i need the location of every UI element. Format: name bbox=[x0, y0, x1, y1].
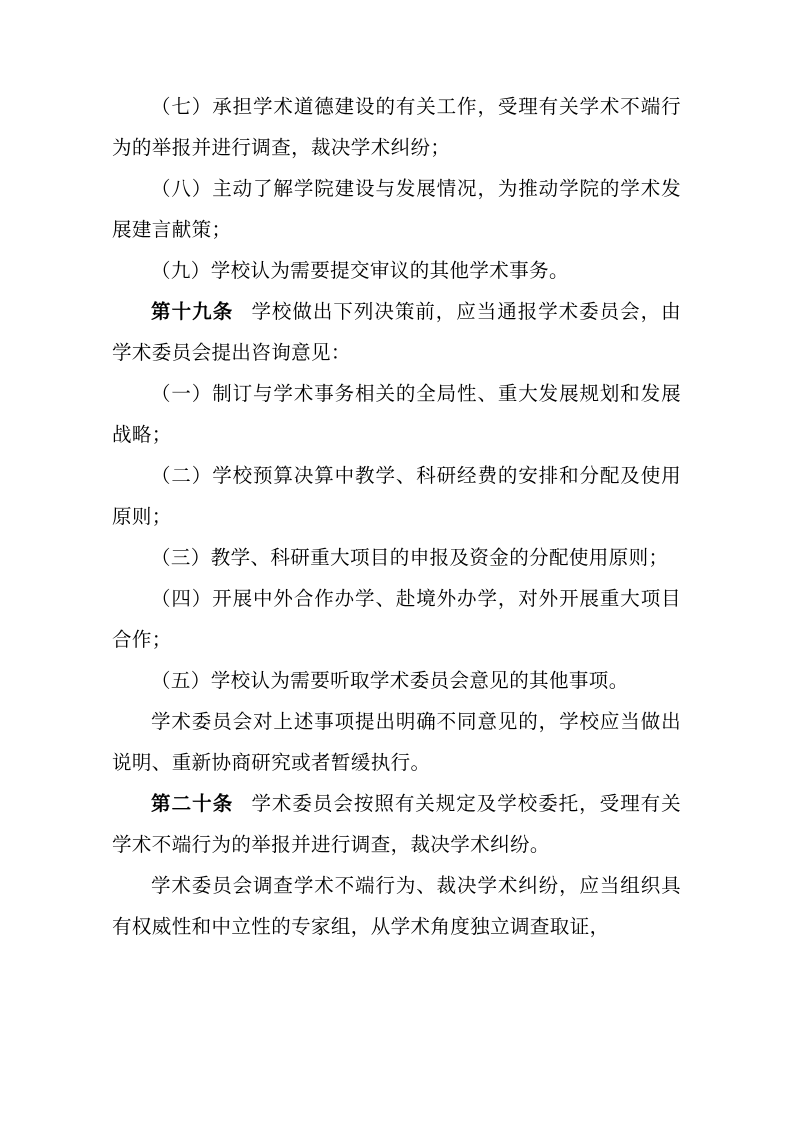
list-item: （三）教学、科研重大项目的申报及资金的分配使用原则； bbox=[151, 546, 669, 569]
article-label: 第十九条 bbox=[151, 300, 234, 323]
article-text: 学术委员会按照有关规定及学校委托，受理有关学术不端行为的举报并进行调查，裁决学术纠纷。 bbox=[112, 792, 681, 856]
list-item: （一）制订与学术事务相关的全局性、重大发展规划和发展战略； bbox=[112, 382, 681, 446]
document-body bbox=[112, 86, 681, 947]
list-item: （七）承担学术道德建设的有关工作，受理有关学术不端行为的举报并进行调查，裁决学术纠纷； bbox=[112, 95, 681, 159]
list-item: （五）学校认为需要听取学术委员会意见的其他事项。 bbox=[151, 669, 629, 692]
list-item: （四）开展中外合作办学、赴境外办学，对外开展重大项目合作； bbox=[112, 587, 681, 651]
article-text: 学校做出下列决策前，应当通报学术委员会，由学术委员会提出咨询意见： bbox=[112, 300, 681, 364]
body-paragraph: 学术委员会对上述事项提出明确不同意见的，学校应当做出说明、重新协商研究或者暂缓执行。 bbox=[112, 710, 681, 774]
article-paragraph bbox=[112, 783, 681, 865]
article-paragraph bbox=[112, 291, 681, 373]
list-item: （九）学校认为需要提交审议的其他学术事务。 bbox=[151, 259, 569, 282]
list-item: （二）学校预算决算中教学、科研经费的安排和分配及使用原则； bbox=[112, 464, 681, 528]
article-label: 第二十条 bbox=[151, 792, 234, 815]
list-item: （八）主动了解学院建设与发展情况，为推动学院的学术发展建言献策； bbox=[112, 177, 681, 241]
body-paragraph: 学术委员会调查学术不端行为、裁决学术纠纷，应当组织具有权威性和中立性的专家组，从学术角度独立调查取证， bbox=[112, 874, 681, 938]
